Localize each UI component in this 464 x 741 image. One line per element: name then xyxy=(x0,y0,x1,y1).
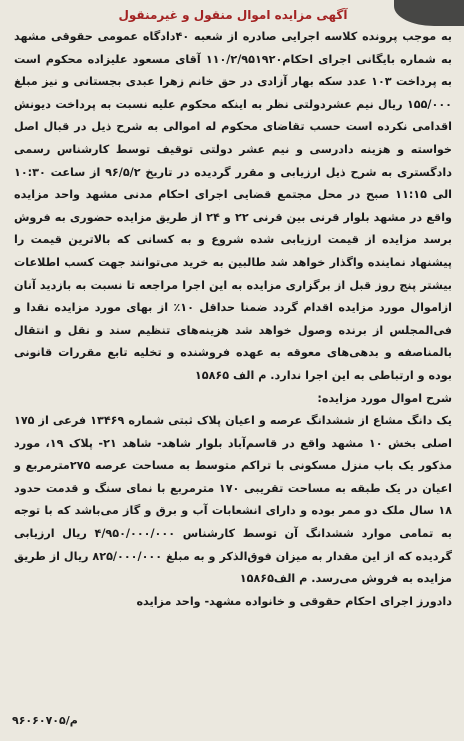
property-description-body: یک دانگ مشاع از ششدانگ عرصه و اعیان پلاک ثبتی شماره ۱۳۴۶۹ فرعی از ۱۷۵ اصلی بخش ۱۰ مشهد واقع در قاسم‌آباد بلوار شاهد- شاهد ۲۱- پلاک ۱۹، مورد مذکور یک باب منزل مسکونی با تراکم متوسط به مساحت عرصه ۲۷۵مترمربع و اعیان در یک طبقه به مساحت تقریبی ۱۷۰ مترمربع با نمای سنگ و قدمت حدود ۱۸ سال ملک دو ممر بوده و دارای انشعابات آب و برق و گاز می‌باشد که با توجه به تمامی موارد ششدانگ آن توسط کارشناس ۴/۹۵۰/۰۰۰/۰۰۰ ریال ارزیابی گردیده که از این مقدار به میزان فوق‌الذکر و به مبلغ ۸۲۵/۰۰۰/۰۰۰ ریال از طریق مزایده به فروش می‌رسد. م الف۱۵۸۶۵ xyxy=(14,414,452,586)
notice-body-main: به موجب پرونده کلاسه اجرایی صادره از شعبه ۴۰دادگاه عمومی حقوقی مشهد به شماره بایگانی اجرای احکام۱۱۰/۲/۹۵۱۹۲۰ آقای مسعود علیزاده محکوم است به پرداخت ۱۰۳ عدد سکه بهار آزادی در حق خانم زهرا عبدی بجستانی و نیز مبلغ ۱۵۵/۰۰۰ ریال نیم عشردولتی نظر به اینکه محکوم علیه نسبت به پرداخت دیونش اقدامی نکرده است حسب تقاضای محکوم له اموالی به شرح ذیل در قبال اصل خواسته و هزینه دادرسی و نیم عشر دولتی توقیف توسط کارشناس رسمی دادگستری به شرح ذیل ارزیابی و مقرر گردیده در تاریخ ۹۶/۵/۲ از ساعت ۱۰:۳۰ الی ۱۱:۱۵ صبح در محل مجتمع قضایی اجرای احکام مدنی مشهد واحد مزایده واقع در مشهد بلوار قرنی بین قرنی ۲۲ و ۲۴ از طریق مزایده حضوری به فروش برسد مزایده از قیمت ارزیابی شده شروع و به کسانی که بالاترین قیمت را پیشنهاد نماینده واگذار خواهد شد طالبین به خرید می‌توانند جهت کسب اطلاعات بیشتر پنج روز قبل از برگزاری مزایده به این اجرا مراجعه تا نسبت به بازدید آنان ازاموال مورد مزایده اقدام گردد ضمنا حداقل ۱۰٪ از بهای مورد مزایده نقدا و فی‌المجلس از برنده وصول خواهد شد هزینه‌های تنظیم سند و نقل و انتقال بالمناصفه و بدهی‌های معوقه به عهده فروشنده و تخلیه تابع مقررات قانونی بوده و ارتباطی به این اجرا ندارد. م الف ۱۵۸۶۵ xyxy=(14,30,453,382)
notice-code: م/۹۶۰۶۰۷۰۵ xyxy=(12,714,78,727)
notice-title: آگهی مزایده اموال منقول و غیرمنقول xyxy=(118,8,348,22)
property-description-heading: شرح اموال مورد مزایده: xyxy=(317,391,452,405)
notice-signoff: دادورز اجرای احکام حقوقی و خانواده مشهد- واحد مزایده xyxy=(136,594,452,608)
